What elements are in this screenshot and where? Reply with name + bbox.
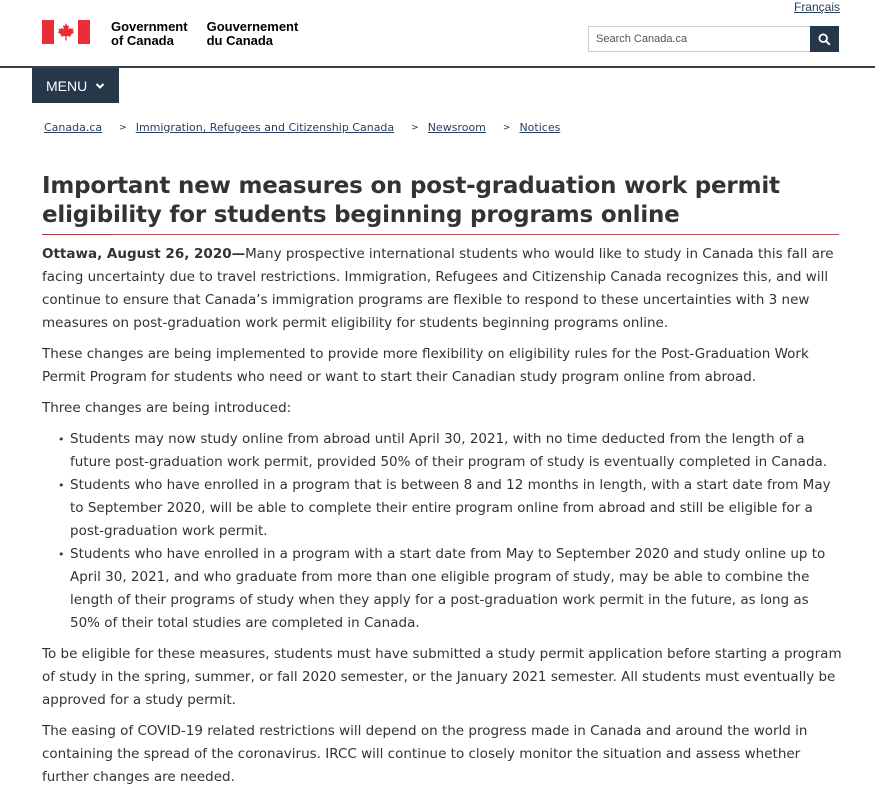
paragraph: The easing of COVID-19 related restrictions will depend on the progress made in Canada and around the world in containing the spread of the coronavirus. IRCC will continue to closely monitor the situation and assess whether further changes are needed. (42, 723, 808, 785)
government-of-canada-logo[interactable] (42, 20, 317, 48)
breadcrumb-link-newsroom[interactable]: Newsroom (427, 121, 486, 134)
breadcrumb-separator-icon: > (502, 122, 511, 133)
breadcrumb-link-canada[interactable]: Canada.ca (44, 121, 103, 134)
title-underline (42, 234, 114, 235)
list-item: • Students who have enrolled in a program with a start date from May to September 2020 and study online up to April 30, 2021, and who graduate from more than one eligible program of study, may be able to combine the length of their programs of study when they apply for a post-graduation work permit in the future, as long as 50% of their total studies are completed in Canada. (70, 543, 842, 635)
menu-button[interactable] (32, 68, 119, 103)
breadcrumb-link-notices[interactable]: Notices (519, 121, 561, 134)
signature-fr-line2: du Canada (206, 33, 274, 48)
search-button[interactable] (810, 26, 839, 52)
paragraph: To be eligible for these measures, students must have submitted a study permit application before starting a program of study in the spring, summer, or fall 2020 semester, or the January 2021 semester. All students must eventually be approved for a study permit. (42, 646, 842, 708)
maple-leaf-icon (56, 22, 76, 42)
breadcrumb (44, 121, 560, 134)
list-item: • Students who have enrolled in a program that is between 8 and 12 months in length, with a start date from May to September 2020, will be able to complete their entire program online from abroad and still be eligible for a post-graduation work permit. (70, 474, 842, 543)
page-title: Important new measures on post-graduation work permit eligibility for students beginning programs online (42, 173, 780, 228)
search-icon (818, 33, 831, 46)
breadcrumb-separator-icon: > (411, 122, 419, 133)
signature-fr-line1: Gouvernement (206, 19, 299, 34)
paragraph: Three changes are being introduced: (42, 400, 292, 416)
chevron-down-icon (95, 82, 105, 90)
signature-en-line2: of Canada (111, 33, 174, 48)
list-item: • Students may now study online from abroad until April 30, 2021, with no time deducted from the length of a future post-graduation work permit, provided 50% of their program of study is eventually completed in Canada. (70, 428, 842, 474)
intro-paragraph (42, 243, 842, 335)
menu-label: MENU (46, 77, 88, 94)
language-toggle-link[interactable]: Français (793, 0, 840, 14)
search-form (588, 26, 839, 52)
signature-en-line1: Government (111, 19, 188, 34)
canada-flag-icon (42, 20, 90, 44)
changes-list (42, 428, 842, 635)
search-input[interactable] (588, 26, 810, 52)
breadcrumb-link-ircc[interactable]: Immigration, Refugees and Citizenship Canada (135, 121, 395, 134)
intro-text: Many prospective international students who would like to study in Canada this fall are facing uncertainty due to travel restrictions. Immigration, Refugees and Citizenship Canada recognizes this, and will continue to ensure that Canada’s immigration programs are flexible to respond to these uncertainties with 3 new measures on post-graduation work permit eligibility for students beginning programs online. (42, 246, 834, 331)
signature (111, 20, 317, 48)
paragraph: These changes are being implemented to provide more flexibility on eligibility rules for the Post-Graduation Work Permit Program for students who need or want to start their Canadian study program online from abroad. (42, 346, 809, 385)
breadcrumb-separator-icon: > (119, 122, 127, 133)
title-underline-extension (114, 234, 839, 235)
article-body (42, 243, 842, 797)
header-divider (0, 66, 875, 68)
dateline: Ottawa, August 26, 2020— (42, 246, 246, 262)
